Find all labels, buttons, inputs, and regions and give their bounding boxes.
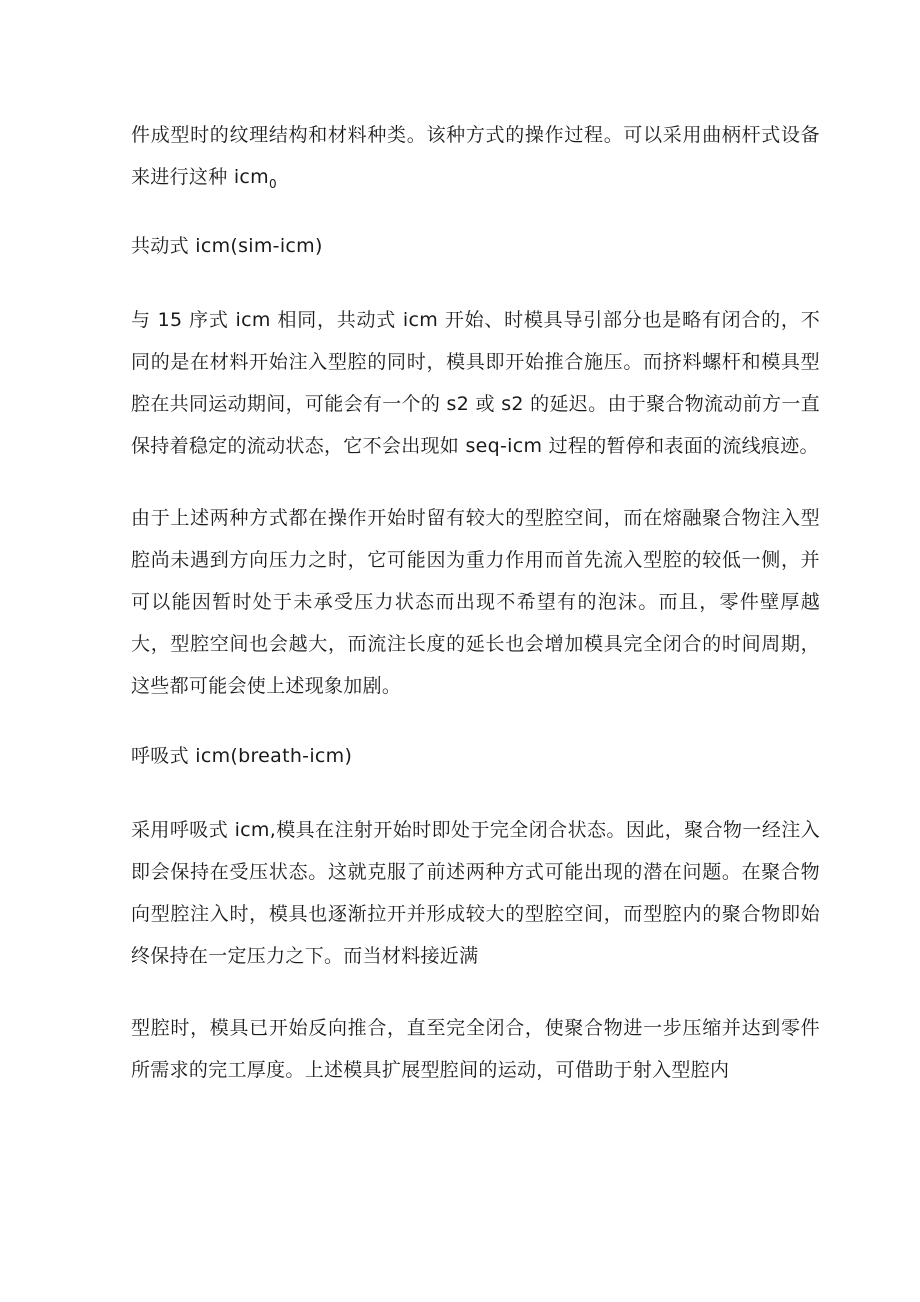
paragraph-intro-text: 件成型时的纹理结构和材料种类。该种方式的操作过程。可以采用曲柄杆式设备来进行这种 icm	[131, 124, 820, 188]
paragraph-sim-icm: 与 15 序式 icm 相同，共动式 icm 开始、时模具导引部分也是略有闭合的，不同的是在材料开始注入型腔的同时，模具即开始推合施压。而挤料螺杆和模具型腔在共同运动期间，可能会有一个的 s2 或 s2 的延迟。由于聚合物流动前方一直保持着稳定的流动状态，它不会出现如 seq-icm 过程的暂停和表面的流线痕迹。	[131, 309, 820, 457]
paragraph-continuation: 型腔时，模具已开始反向推合，直至完全闭合，使聚合物进一步压缩并达到零件所需求的完工厚度。上述模具扩展型腔间的运动，可借助于射入型腔内	[131, 1017, 820, 1081]
heading-sim-icm: 共动式 icm(sim-icm)	[131, 235, 323, 257]
paragraph-cavity-space: 由于上述两种方式都在操作开始时留有较大的型腔空间，而在熔融聚合物注入型腔尚未遇到方向压力之时，它可能因为重力作用而首先流入型腔的较低一侧，并可以能因暂时处于未承受压力状态而出现不希望有的泡沫。而且，零件壁厚越大，型腔空间也会越大，而流注长度的延长也会增加模具完全闭合的时间周期，这些都可能会使上述现象加剧。	[131, 507, 820, 697]
paragraph-intro-subscript: 0	[268, 176, 277, 191]
heading-breath-icm: 呼吸式 icm(breath-icm)	[131, 745, 353, 767]
paragraph-intro	[131, 114, 820, 198]
paragraph-breath-icm: 采用呼吸式 icm,模具在注射开始时即处于完全闭合状态。因此，聚合物一经注入即会保持在受压状态。这就克服了前述两种方式可能出现的潜在问题。在聚合物向型腔注入时，模具也逐渐拉开并形成较大的型腔空间，而型腔内的聚合物即始终保持在一定压力之下。而当材料接近满	[131, 819, 820, 967]
